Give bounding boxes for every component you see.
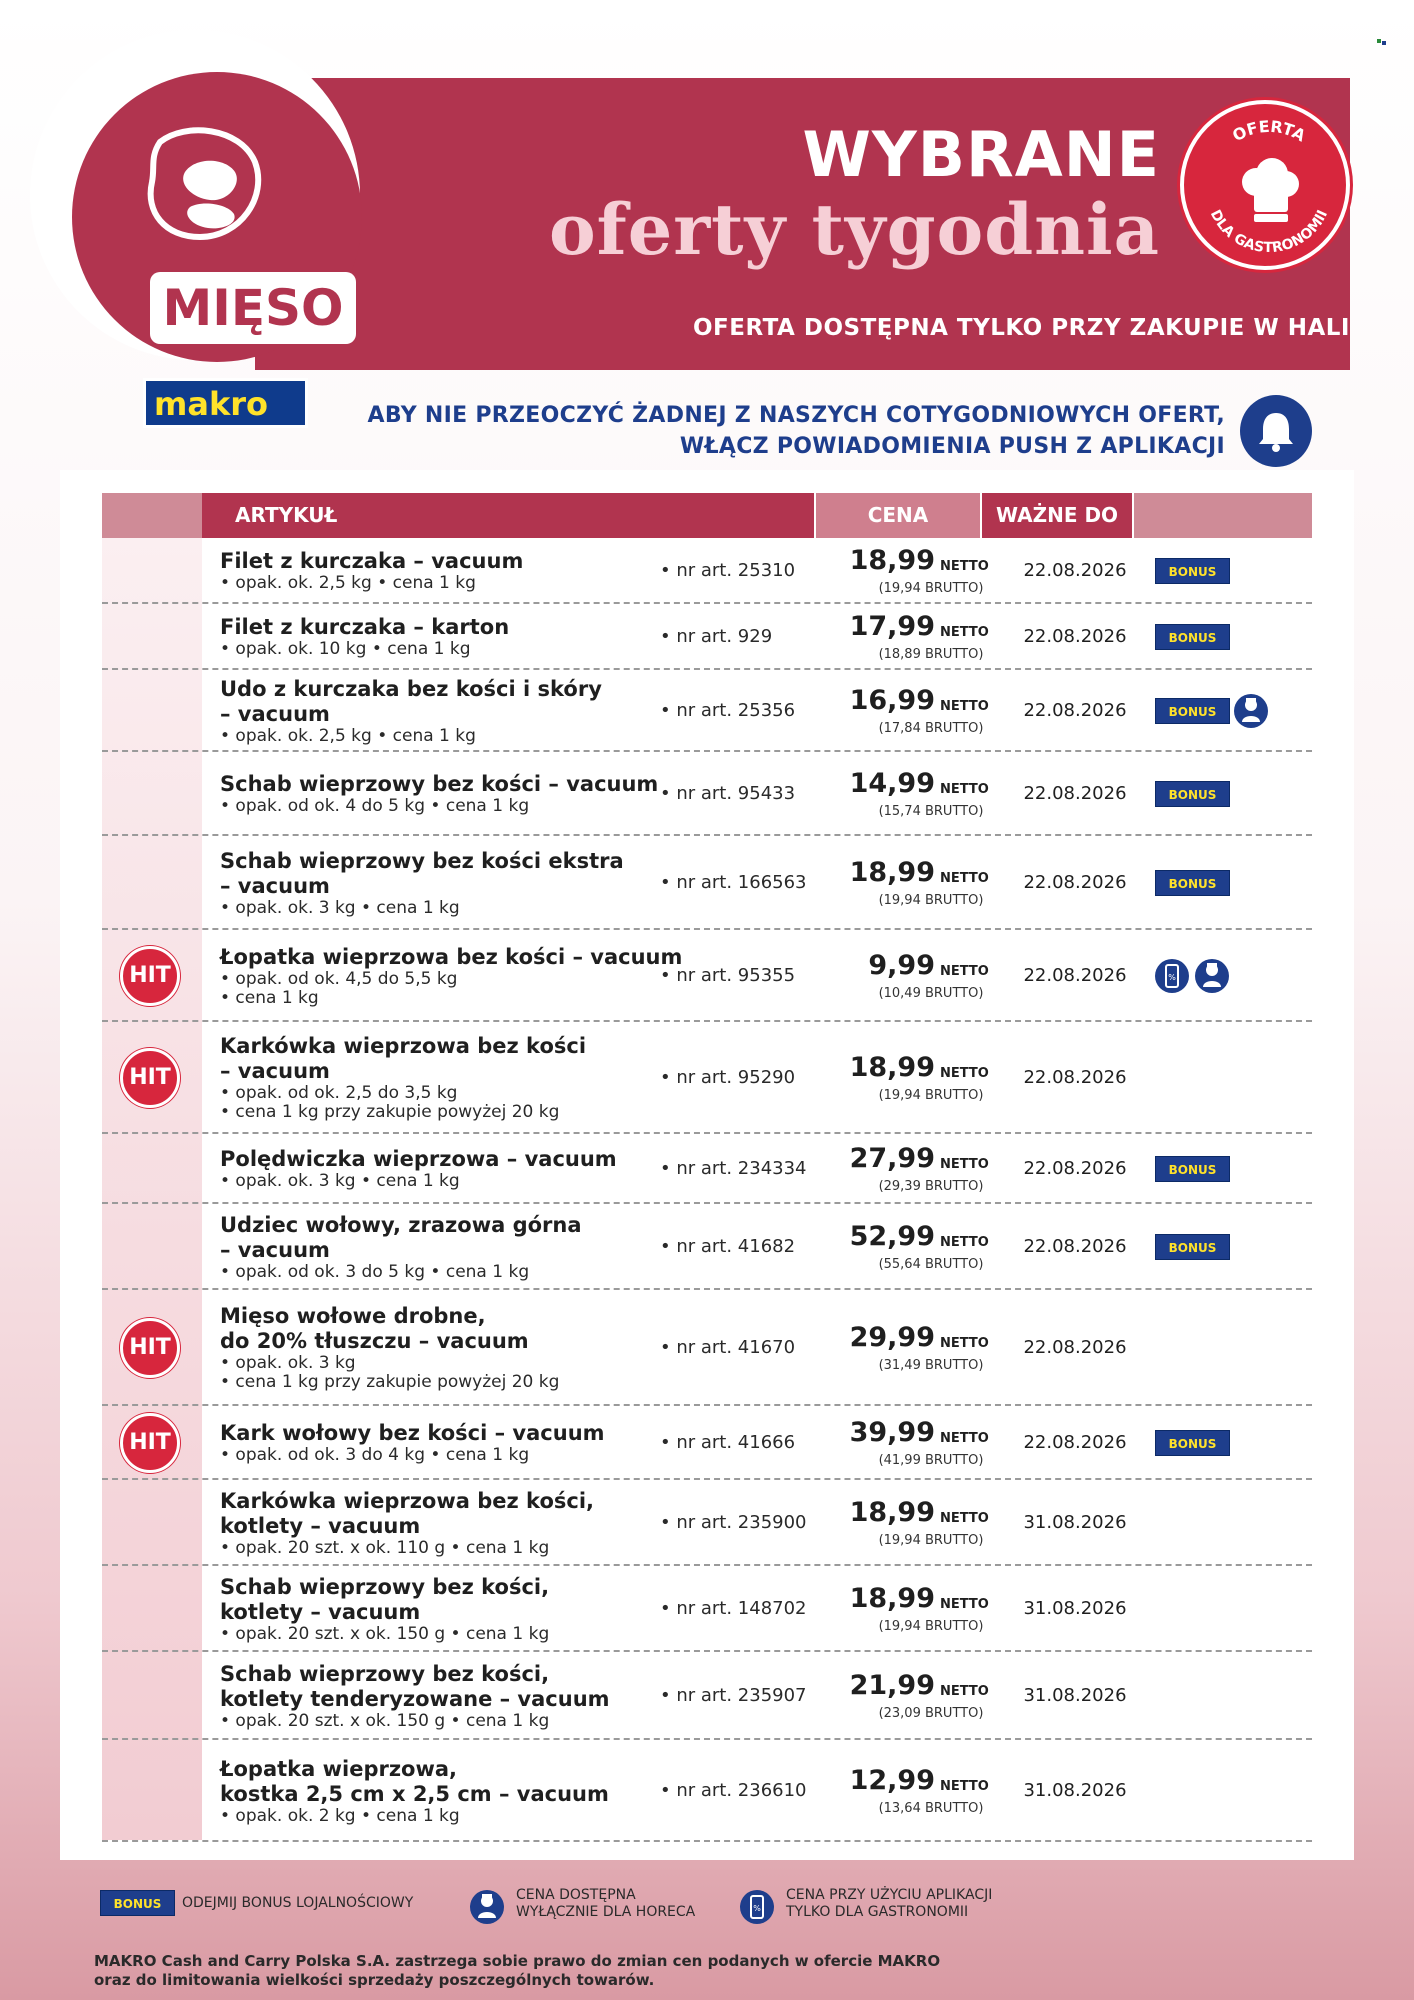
valid-until: 31.08.2026 <box>1023 1512 1127 1533</box>
product-detail: • opak. ok. 3 kg • cena 1 kg <box>220 897 460 918</box>
netto-label: NETTO <box>940 1779 989 1794</box>
product-detail: • opak. od ok. 3 do 5 kg • cena 1 kg <box>220 1261 530 1282</box>
table-row <box>102 1406 1312 1480</box>
svg-text:DLA GASTRONOMII: DLA GASTRONOMII <box>1206 207 1332 257</box>
product-name: kotlety – vacuum <box>220 1513 421 1538</box>
gross-price: (19,94 BRUTTO) <box>878 1619 984 1634</box>
legend-app-line1: CENA PRZY UŻYCIU APLIKACJI <box>786 1887 993 1903</box>
article-number: • nr art. 25356 <box>660 700 796 721</box>
article-number: • nr art. 929 <box>660 626 773 647</box>
horeca-chef-icon <box>1195 959 1229 993</box>
article-number: • nr art. 148702 <box>660 1598 807 1619</box>
app-phone-icon <box>740 1890 774 1924</box>
product-name: Schab wieprzowy bez kości ekstra <box>220 848 624 873</box>
chef-hat-icon <box>1184 104 1354 274</box>
gastronomy-offer-badge <box>1180 100 1350 270</box>
table-row <box>102 1290 1312 1406</box>
net-price: 21,99 <box>849 1670 935 1701</box>
product-detail: • opak. ok. 2 kg • cena 1 kg <box>220 1805 460 1826</box>
net-price: 14,99 <box>849 768 935 799</box>
article-number: • nr art. 166563 <box>660 872 807 893</box>
product-detail: • opak. ok. 3 kg <box>220 1353 356 1373</box>
bonus-badge: BONUS <box>1155 870 1230 896</box>
article-number: • nr art. 95355 <box>660 965 796 986</box>
valid-until: 22.08.2026 <box>1023 872 1127 893</box>
valid-until: 31.08.2026 <box>1023 1780 1127 1801</box>
product-name: kotlety – vacuum <box>220 1599 421 1624</box>
product-detail: • cena 1 kg przy zakupie powyżej 20 kg <box>220 1372 560 1392</box>
bonus-badge: BONUS <box>1155 781 1230 807</box>
table-row <box>102 604 1312 670</box>
legal-disclaimer <box>94 1952 994 1990</box>
table-row <box>102 1022 1312 1134</box>
netto-label: NETTO <box>940 699 989 714</box>
gross-price: (55,64 BRUTTO) <box>878 1257 984 1272</box>
gross-price: (23,09 BRUTTO) <box>878 1706 984 1721</box>
product-detail: • opak. od ok. 2,5 do 3,5 kg <box>220 1083 458 1103</box>
bonus-badge: BONUS <box>1155 1156 1230 1182</box>
product-name: do 20% tłuszczu – vacuum <box>220 1329 529 1353</box>
category-label: MIĘSO <box>150 272 356 344</box>
table-row <box>102 1480 1312 1566</box>
table-row <box>102 1740 1312 1842</box>
title-wybrane: WYBRANE <box>802 118 1160 191</box>
product-name: Łopatka wieprzowa bez kości – vacuum <box>220 944 683 969</box>
horeca-chef-icon <box>1234 694 1268 728</box>
table-row <box>102 752 1312 836</box>
disclaimer-line-2: oraz do limitowania wielkości sprzedaży poszczególnych towarów. <box>94 1971 655 1989</box>
valid-until: 22.08.2026 <box>1023 626 1127 647</box>
product-detail: • opak. od ok. 4,5 do 5,5 kg <box>220 968 458 989</box>
product-name: – vacuum <box>220 1059 330 1083</box>
gross-price: (13,64 BRUTTO) <box>878 1801 984 1816</box>
svg-text:%: % <box>1168 973 1176 982</box>
push-line-2: WŁĄCZ POWIADOMIENIA PUSH Z APLIKACJI <box>679 434 1225 459</box>
netto-label: NETTO <box>940 559 989 574</box>
valid-until: 22.08.2026 <box>1023 1236 1127 1257</box>
net-price: 18,99 <box>849 1583 935 1614</box>
push-notice <box>330 400 1225 462</box>
netto-label: NETTO <box>940 1684 989 1699</box>
article-number: • nr art. 236610 <box>660 1780 807 1801</box>
article-number: • nr art. 95433 <box>660 783 796 804</box>
hit-badge: HIT <box>120 1048 180 1108</box>
article-number: • nr art. 25310 <box>660 560 796 581</box>
product-detail: • cena 1 kg <box>220 987 319 1008</box>
product-name: Karkówka wieprzowa bez kości, <box>220 1488 595 1513</box>
netto-label: NETTO <box>940 964 989 979</box>
product-detail: • cena 1 kg przy zakupie powyżej 20 kg <box>220 1102 560 1122</box>
product-name: kotlety tenderyzowane – vacuum <box>220 1686 610 1711</box>
valid-until: 22.08.2026 <box>1023 560 1127 581</box>
disclaimer-line-1: MAKRO Cash and Carry Polska S.A. zastrzega sobie prawo do zmian cen podanych w ofercie MAKRO <box>94 1952 941 1970</box>
bell-icon[interactable] <box>1240 395 1312 467</box>
gross-price: (19,94 BRUTTO) <box>878 581 984 596</box>
valid-until: 22.08.2026 <box>1023 783 1127 804</box>
article-number: • nr art. 234334 <box>660 1158 807 1179</box>
table-row <box>102 1134 1312 1204</box>
legend-bonus-text: ODEJMIJ BONUS LOJALNOŚCIOWY <box>182 1895 414 1911</box>
product-detail: • opak. ok. 2,5 kg • cena 1 kg <box>220 725 476 746</box>
header-price: CENA <box>867 503 929 527</box>
legend-app-line2: TYLKO DLA GASTRONOMII <box>786 1904 969 1920</box>
product-name: Udziec wołowy, zrazowa górna <box>220 1212 582 1237</box>
header-article: ARTYKUŁ <box>235 503 338 527</box>
netto-label: NETTO <box>940 625 989 640</box>
bonus-badge: BONUS <box>1155 624 1230 650</box>
netto-label: NETTO <box>940 1235 989 1250</box>
net-price: 39,99 <box>849 1417 935 1448</box>
gross-price: (19,94 BRUTTO) <box>878 1088 984 1103</box>
product-name: Schab wieprzowy bez kości, <box>220 1661 550 1686</box>
gross-price: (41,99 BRUTTO) <box>878 1453 984 1468</box>
gross-price: (19,94 BRUTTO) <box>878 893 984 908</box>
netto-label: NETTO <box>940 1511 989 1526</box>
net-price: 52,99 <box>849 1221 935 1252</box>
net-price: 27,99 <box>849 1143 935 1174</box>
bonus-badge: BONUS <box>1155 1234 1230 1260</box>
gross-price: (19,94 BRUTTO) <box>878 1533 984 1548</box>
bonus-badge: BONUS <box>100 1890 175 1916</box>
product-name: Udo z kurczaka bez kości i skóry <box>220 676 602 701</box>
product-name: Karkówka wieprzowa bez kości <box>220 1034 587 1058</box>
netto-label: NETTO <box>940 1336 989 1351</box>
net-price: 18,99 <box>849 545 935 576</box>
valid-until: 22.08.2026 <box>1023 965 1127 986</box>
product-name: Mięso wołowe drobne, <box>220 1304 486 1328</box>
valid-until: 22.08.2026 <box>1023 1067 1127 1088</box>
net-price: 12,99 <box>849 1765 935 1796</box>
netto-label: NETTO <box>940 1066 989 1081</box>
hit-badge: HIT <box>120 1318 180 1378</box>
table-row <box>102 1566 1312 1652</box>
net-price: 18,99 <box>849 1052 935 1083</box>
gross-price: (18,89 BRUTTO) <box>878 647 984 662</box>
article-number: • nr art. 41670 <box>660 1337 796 1358</box>
table-row <box>102 1652 1312 1740</box>
product-detail: • opak. ok. 3 kg • cena 1 kg <box>220 1171 460 1191</box>
product-name: Kark wołowy bez kości – vacuum <box>220 1421 605 1445</box>
product-detail: • opak. ok. 10 kg • cena 1 kg <box>220 639 471 659</box>
valid-until: 31.08.2026 <box>1023 1685 1127 1706</box>
app-phone-icon <box>1155 959 1189 993</box>
gross-price: (10,49 BRUTTO) <box>878 986 984 1001</box>
legend-horeca-line2: WYŁĄCZNIE DLA HORECA <box>516 1904 696 1920</box>
netto-label: NETTO <box>940 1157 989 1172</box>
steak-icon <box>130 112 270 252</box>
netto-label: NETTO <box>940 1597 989 1612</box>
header-valid: WAŻNE DO <box>995 503 1119 527</box>
valid-until: 22.08.2026 <box>1023 1158 1127 1179</box>
valid-until: 22.08.2026 <box>1023 700 1127 721</box>
product-name: Filet z kurczaka – karton <box>220 615 510 639</box>
corner-mark-icon <box>1376 38 1388 50</box>
svg-text:%: % <box>753 1904 761 1913</box>
net-price: 18,99 <box>849 1497 935 1528</box>
table-row <box>102 670 1312 752</box>
table-row <box>102 836 1312 930</box>
article-number: • nr art. 235907 <box>660 1685 807 1706</box>
table-row <box>102 538 1312 604</box>
product-name: – vacuum <box>220 1237 330 1262</box>
product-name: Polędwiczka wieprzowa – vacuum <box>220 1147 617 1171</box>
product-detail: • opak. ok. 2,5 kg • cena 1 kg <box>220 573 476 593</box>
net-price: 17,99 <box>849 611 935 642</box>
product-detail: • opak. 20 szt. x ok. 110 g • cena 1 kg <box>220 1537 550 1558</box>
product-detail: • opak. od ok. 4 do 5 kg • cena 1 kg <box>220 796 530 816</box>
gross-price: (29,39 BRUTTO) <box>878 1179 984 1194</box>
netto-label: NETTO <box>940 782 989 797</box>
table-row <box>102 930 1312 1022</box>
net-price: 9,99 <box>868 950 935 981</box>
legend-horeca-line1: CENA DOSTĘPNA <box>516 1887 636 1903</box>
net-price: 29,99 <box>849 1322 935 1353</box>
product-name: Schab wieprzowy bez kości, <box>220 1574 550 1599</box>
article-number: • nr art. 41666 <box>660 1432 796 1453</box>
netto-label: NETTO <box>940 871 989 886</box>
article-number: • nr art. 235900 <box>660 1512 807 1533</box>
bonus-badge: BONUS <box>1155 1430 1230 1456</box>
title-oferty-tygodnia: oferty tygodnia <box>548 188 1160 271</box>
article-number: • nr art. 95290 <box>660 1067 796 1088</box>
net-price: 16,99 <box>849 685 935 716</box>
netto-label: NETTO <box>940 1431 989 1446</box>
gross-price: (31,49 BRUTTO) <box>878 1358 984 1373</box>
svg-text:OFERTA: OFERTA <box>1229 116 1309 146</box>
push-line-1: ABY NIE PRZEOCZYĆ ŻADNEJ Z NASZYCH COTYGODNIOWYCH OFERT, <box>367 403 1225 428</box>
product-name: Filet z kurczaka – vacuum <box>220 549 524 573</box>
table-header <box>102 493 1312 538</box>
product-name: Schab wieprzowy bez kości – vacuum <box>220 772 659 796</box>
valid-until: 22.08.2026 <box>1023 1337 1127 1358</box>
product-detail: • opak. od ok. 3 do 4 kg • cena 1 kg <box>220 1445 530 1465</box>
product-name: – vacuum <box>220 873 330 898</box>
gross-price: (17,84 BRUTTO) <box>878 721 984 736</box>
product-name: – vacuum <box>220 701 330 726</box>
product-detail: • opak. 20 szt. x ok. 150 g • cena 1 kg <box>220 1623 550 1644</box>
bonus-badge: BONUS <box>1155 558 1230 584</box>
table-row <box>102 1204 1312 1290</box>
product-detail: • opak. 20 szt. x ok. 150 g • cena 1 kg <box>220 1710 550 1731</box>
makro-logo <box>143 378 308 428</box>
bonus-badge: BONUS <box>1155 698 1230 724</box>
net-price: 18,99 <box>849 857 935 888</box>
product-name: kostka 2,5 cm x 2,5 cm – vacuum <box>220 1781 609 1806</box>
hit-badge: HIT <box>120 946 180 1006</box>
hall-only-notice: OFERTA DOSTĘPNA TYLKO PRZY ZAKUPIE W HALI <box>693 315 1350 341</box>
gross-price: (15,74 BRUTTO) <box>878 804 984 819</box>
valid-until: 22.08.2026 <box>1023 1432 1127 1453</box>
brand-name: makro <box>154 385 268 423</box>
horeca-chef-icon <box>470 1890 504 1924</box>
hit-badge: HIT <box>120 1413 180 1473</box>
category-circle <box>30 30 360 360</box>
product-name: Łopatka wieprzowa, <box>220 1756 458 1781</box>
article-number: • nr art. 41682 <box>660 1236 796 1257</box>
valid-until: 31.08.2026 <box>1023 1598 1127 1619</box>
